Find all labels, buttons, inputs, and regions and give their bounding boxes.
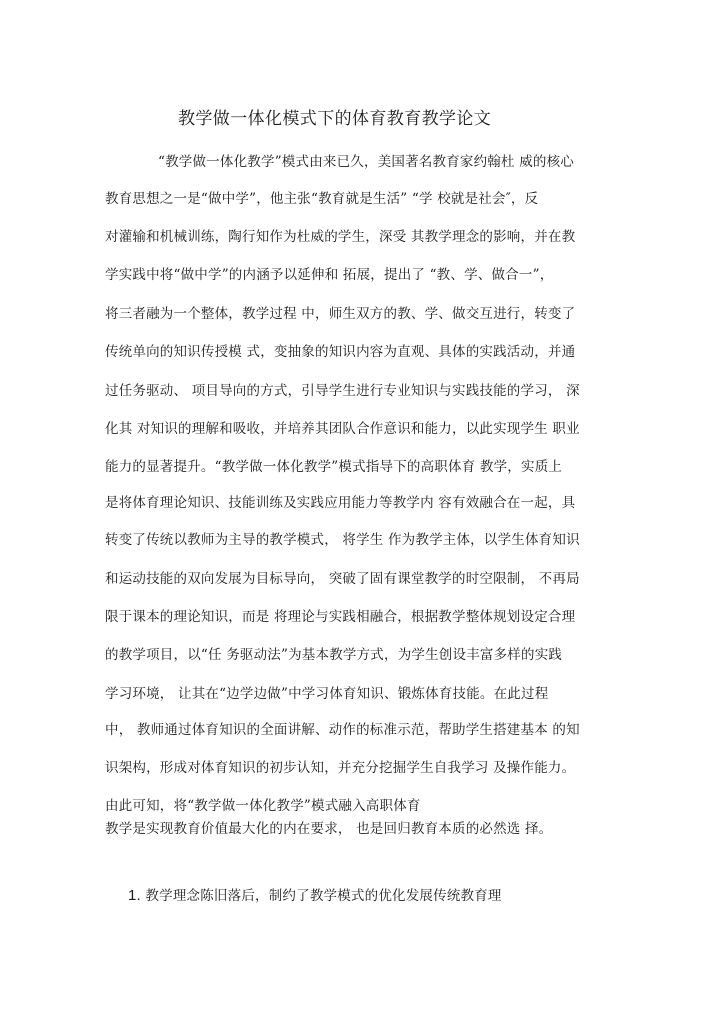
numbered-list-item	[128, 884, 502, 904]
paragraph-line: 对灌输和机械训练，陶行知作为杜威的学生，深受 其教学理念的影响，并在教	[105, 229, 576, 245]
paragraph-line: 转变了传统以教师为主导的教学模式， 将学生 作为教学主体，以学生体育知识	[105, 532, 580, 548]
paragraph-line: 和运动技能的双向发展为目标导向， 突破了固有课堂教学的时空限制， 不再局	[105, 571, 580, 587]
paragraph-line: 限于课本的理论知识，而是 将理论与实践相融合，根据教学整体规划设定合理	[105, 609, 576, 625]
paragraph-line: 化其 对知识的理解和吸收，并培养其团队合作意识和能力，以此实现学生 职业	[105, 421, 580, 437]
paragraph-line: 的教学项目，以“任 务驱动法”为基本教学方式，为学生创设丰富多样的实践	[105, 647, 563, 663]
paragraph-line: 由此可知，将“教学做一体化教学”模式融入高职体育	[105, 798, 421, 814]
paragraph-line: 教育思想之一是“做中学”，他主张“教育就是生活” “学 校就是社会″，反	[105, 191, 539, 207]
paragraph-line: 学习环境， 让其在“边学边做”中学习体育知识、锻炼体育技能。在此过程	[105, 686, 549, 702]
paragraph-line: 将三者融为一个整体，教学过程 中，师生双方的教、学、做交互进行，转变了	[105, 306, 576, 322]
paragraph-line: 过任务驱动、 项目导向的方式，引导学生进行专业知识与实践技能的学习， 深	[105, 383, 580, 399]
list-item-number: 1.	[128, 887, 141, 904]
paragraph-line: 教学是实现教育价值最大化的内在要求， 也是回归教育本质的必然选 择。	[105, 821, 553, 837]
list-item-text: 教学理念陈旧落后，制约了教学模式的优化发展传统教育理	[145, 888, 502, 904]
paragraph-line: “教学做一体化教学”模式由来已久，美国著名教育家约翰杜 威的核心	[158, 154, 574, 170]
paragraph-line: 中， 教师通过体育知识的全面讲解、动作的标准示范，帮助学生搭建基本 的知	[105, 722, 580, 738]
paragraph-line: 是将体育理论知识、技能训练及实践应用能力等教学内 容有效融合在一起，具	[105, 495, 576, 511]
paragraph-line: 识架构，形成对体育知识的初步认知，并充分挖掘学生自我学习 及操作能力。	[105, 760, 576, 776]
page-title: 教学做一体化模式下的体育教育教学论文	[178, 109, 492, 129]
paragraph-line: 传统单向的知识传授模 式，变抽象的知识内容为直观、具体的实践活动，并通	[105, 344, 576, 360]
paragraph-line: 能力的显著提升。“教学做一体化教学”模式指导下的高职体育 教学，实质上	[105, 459, 563, 475]
paragraph-line: 学实践中将“做中学”的内涵予以延伸和 拓展，提出了 “教、学、做合一”，	[105, 267, 554, 283]
